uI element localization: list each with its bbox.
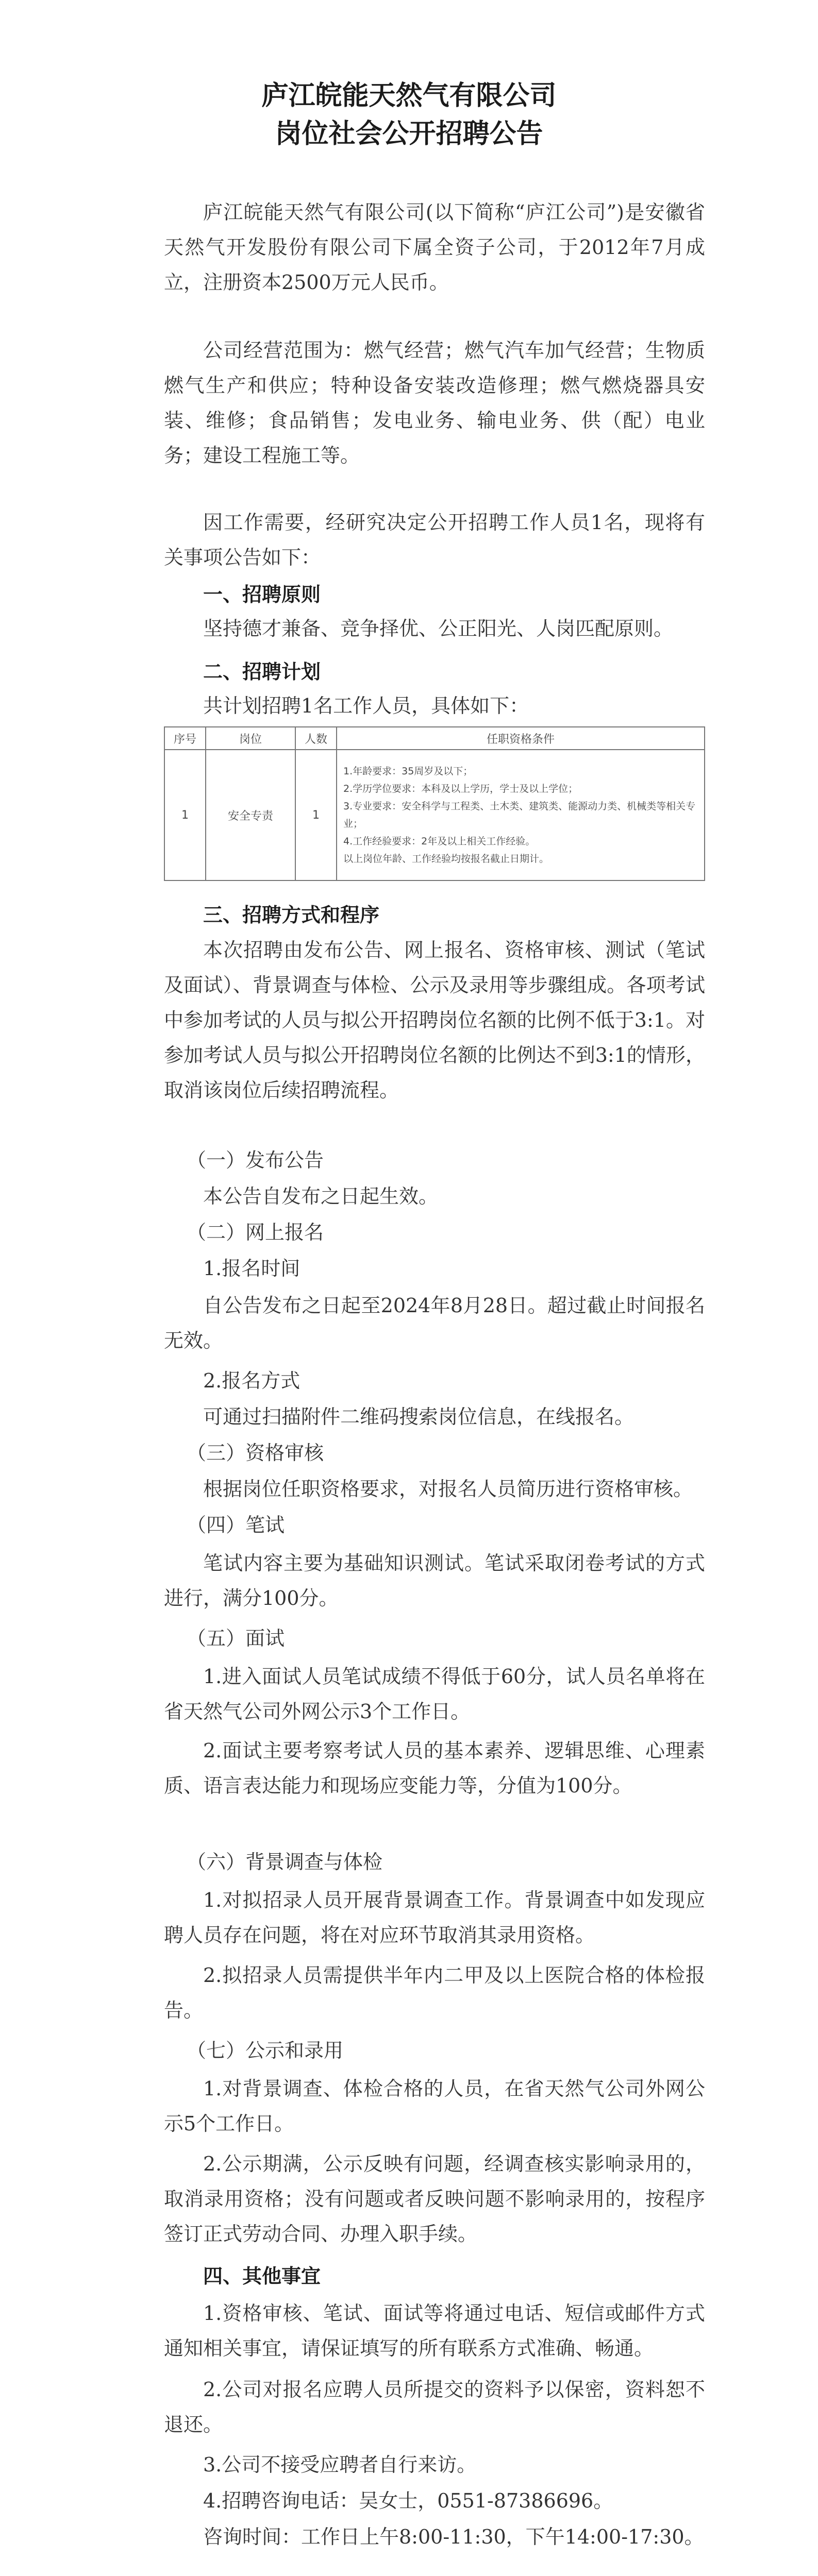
procedure-text: 本次招聘由发布公告、网上报名、资格审核、测试（笔试及面试）、背景调查与体检、公示及录用等步骤组成。各项考试中参加考试的人员与拟公开招聘岗位名额的比例不低于3:1。对参加考试人员与拟公开招聘岗位名额的比例达不到3:1的情形，取消该岗位后续招聘流程。 [164,939,705,1101]
requirement-major: 3.专业要求：安全科学与工程类、土木类、建筑类、能源动力类、机械类等相关专业； [343,801,696,829]
table-cell-count: 1 [295,750,337,880]
interview-item-1: 1.进入面试人员笔试成绩不得低于60分，试人员名单将在省天然气公司外网公示3个工作日。 [164,1665,705,1723]
background-check-item-1: 1.对拟招录人员开展背景调查工作。背景调查中如发现应聘人员存在问题，将在对应环节取消其录用资格。 [164,1889,705,1946]
section-heading-procedure: 三、招聘方式和程序 [203,903,380,926]
background-check-item-2: 2.拟招录人员需提供半年内二甲及以上医院合格的体检报告。 [164,1964,705,2022]
announcement-text: 本公告自发布之日起生效。 [203,1185,439,1208]
table-cell-requirements [337,750,705,880]
table-header-no: 序号 [164,727,206,750]
interview-item-2: 2.面试主要考察考试人员的基本素养、逻辑思维、心理素质、语言表达能力和现场应变能力等，分值为100分。 [164,1739,705,1797]
registration-method-text: 可通过扫描附件二维码搜索岗位信息，在线报名。 [203,1405,635,1428]
table-cell-post: 安全专责 [206,750,295,880]
table-header-count: 人数 [295,727,337,750]
section-heading-other: 四、其他事宜 [203,2264,321,2287]
plan-text: 共计划招聘1名工作人员，具体如下： [203,694,529,717]
intro-paragraph-1: 庐江皖能天然气有限公司(以下简称“庐江公司”)是安徽省天然气开发股份有限公司下属全资子公司，于2012年7月成立，注册资本2500万元人民币。 [164,201,705,294]
registration-method-label: 2.报名方式 [203,1369,301,1392]
table-header-requirements: 任职资格条件 [337,727,705,750]
table-cell-no: 1 [164,750,206,880]
sub-heading-qualification-review: （三）资格审核 [187,1442,324,1464]
registration-time-label: 1.报名时间 [203,1257,301,1280]
principles-text: 坚持德才兼备、竞争择优、公正阳光、人岗匹配原则。 [203,617,674,640]
sub-heading-written-test: （四）笔试 [187,1514,285,1536]
requirement-education: 2.学历学位要求：本科及以上学历，学士及以上学位； [343,783,578,794]
table-header-row [164,727,705,750]
recruitment-plan-table [164,726,705,881]
sub-heading-announcement: （一）发布公告 [187,1149,324,1172]
publicity-item-1: 1.对背景调查、体检合格的人员，在省天然气公司外网公示5个工作日。 [164,2077,705,2135]
publicity-item-2: 2.公示期满，公示反映有问题，经调查核实影响录用的，取消录用资格；没有问题或者反映问题不影响录用的，按程序签订正式劳动合同、办理入职手续。 [164,2153,705,2245]
section-heading-plan: 二、招聘计划 [203,660,321,683]
intro-paragraph-2: 公司经营范围为：燃气经营；燃气汽车加气经营；生物质燃气生产和供应；特种设备安装改造修理；燃气燃烧器具安装、维修；食品销售；发电业务、输电业务、供（配）电业务；建设工程施工等。 [164,339,705,467]
sub-heading-background-check: （六）背景调查与体检 [187,1851,383,1873]
sub-heading-publicity-hiring: （七）公示和录用 [187,2039,344,2062]
registration-time-text: 自公告发布之日起至2024年8月28日。超过截止时间报名无效。 [164,1294,705,1352]
requirement-age: 1.年龄要求：35周岁及以下； [343,766,473,777]
title-line-2: 岗位社会公开招聘公告 [275,118,543,149]
sub-heading-interview: （五）面试 [187,1627,285,1650]
other-item-4: 4.招聘咨询电话：吴女士，0551-87386696。 [203,2489,613,2512]
requirement-experience: 4.工作经验要求：2年及以上相关工作经验。 [343,836,536,847]
requirement-note: 以上岗位年龄、工作经验均按报名截止日期计。 [343,853,549,865]
other-item-2: 2.公司对报名应聘人员所提交的资料予以保密，资料恕不退还。 [164,2378,705,2436]
written-test-text: 笔试内容主要为基础知识测试。笔试采取闭卷考试的方式进行，满分100分。 [164,1552,705,1609]
table-header-post: 岗位 [206,727,295,750]
other-item-1: 1.资格审核、笔试、面试等将通过电话、短信或邮件方式通知相关事宜，请保证填写的所有联系方式准确、畅通。 [164,2302,705,2360]
section-heading-principles: 一、招聘原则 [203,583,321,606]
sub-heading-online-registration: （二）网上报名 [187,1221,324,1244]
intro-paragraph-3: 因工作需要，经研究决定公开招聘工作人员1名，现将有关事项公告如下： [164,511,705,569]
consultation-hours: 咨询时间：工作日上午8:00-11:30，下午14:00-17:30。 [203,2526,704,2548]
qualification-review-text: 根据岗位任职资格要求，对报名人员简历进行资格审核。 [203,1478,693,1500]
title-line-1: 庐江皖能天然气有限公司 [261,80,557,111]
table-row [164,750,705,880]
other-item-3: 3.公司不接受应聘者自行来访。 [203,2453,477,2476]
